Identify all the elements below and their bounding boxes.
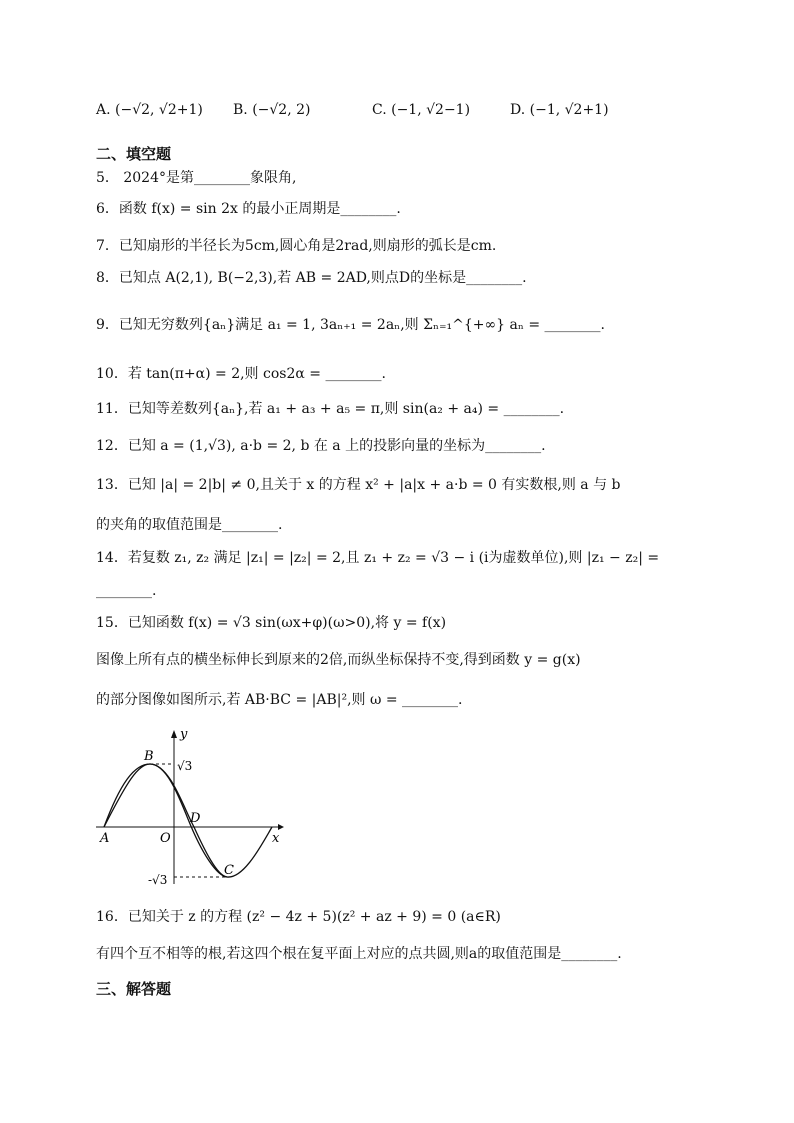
label-x: x xyxy=(272,831,280,846)
label-a: A xyxy=(100,831,110,846)
question-15-line3: 的部分图像如图所示,若 AB·BC = |AB|²,则 ω = ________. xyxy=(96,692,463,708)
question-13-line2: 的夹角的取值范围是________. xyxy=(96,517,283,533)
question-11: 11．已知等差数列{aₙ},若 a₁ + a₃ + a₅ = π,则 sin(a₂ + a₄) = ________. xyxy=(96,401,565,417)
curve-secant xyxy=(104,764,227,877)
question-12: 12．已知 a = (1,√3), a·b = 2, b 在 a 上的投影向量的坐标为________. xyxy=(96,438,546,454)
option-b: B. (−√2, 2) xyxy=(233,102,311,118)
option-c: C. (−1, √2−1) xyxy=(372,102,471,118)
question-14-line2: ________. xyxy=(96,583,157,599)
label-d: D xyxy=(190,811,201,826)
function-graph xyxy=(92,724,292,894)
option-d: D. (−1, √2+1) xyxy=(510,102,609,118)
question-10: 10．若 tan(π+α) = 2,则 cos2α = ________. xyxy=(96,366,386,382)
question-13-line1: 13．已知 |a| = 2|b| ≠ 0,且关于 x 的方程 x² + |a|x + a·b = 0 有实数根,则 a 与 b xyxy=(96,477,621,493)
label-c: C xyxy=(224,863,234,878)
section-title-fill: 二、填空题 xyxy=(96,145,172,163)
question-7: 7．已知扇形的半径长为5cm,圆心角是2rad,则扇形的弧长是cm. xyxy=(96,238,497,254)
question-9: 9．已知无穷数列{aₙ}满足 a₁ = 1, 3aₙ₊₁ = 2aₙ,则 Σₙ₌₁^{+∞} aₙ = ________. xyxy=(96,317,605,333)
question-14-line1: 14．若复数 z₁, z₂ 满足 |z₁| = |z₂| = 2,且 z₁ + z₂ = √3 − i (i为虚数单位),则 |z₁ − z₂| = xyxy=(96,550,660,566)
section-title-answer: 三、解答题 xyxy=(96,980,172,998)
label-b: B xyxy=(144,749,154,764)
question-15-line2: 图像上所有点的横坐标伸长到原来的2倍,而纵坐标保持不变,得到函数 y = g(x) xyxy=(96,652,581,668)
question-15-line1: 15．已知函数 f(x) = √3 sin(ωx+φ)(ω>0),将 y = f(x) xyxy=(96,615,447,631)
question-8: 8．已知点 A(2,1), B(−2,3),若 AB = 2AD,则点D的坐标是________. xyxy=(96,270,527,286)
label-sqrt3: √3 xyxy=(177,759,193,773)
label-neg-sqrt3: -√3 xyxy=(148,873,168,887)
y-axis-arrow xyxy=(171,730,177,738)
question-6: 6．函数 f(x) = sin 2x 的最小正周期是________. xyxy=(96,201,401,217)
label-o: O xyxy=(160,831,171,846)
question-16-line1: 16．已知关于 z 的方程 (z² − 4z + 5)(z² + az + 9) = 0 (a∈R) xyxy=(96,909,501,925)
question-5: 5． 2024°是第________象限角, xyxy=(96,170,297,186)
question-16-line2: 有四个互不相等的根,若这四个根在复平面上对应的点共圆,则a的取值范围是________. xyxy=(96,946,622,962)
label-y: y xyxy=(180,727,188,742)
option-a: A. (−√2, √2+1) xyxy=(96,102,203,118)
x-axis-arrow xyxy=(278,824,284,830)
